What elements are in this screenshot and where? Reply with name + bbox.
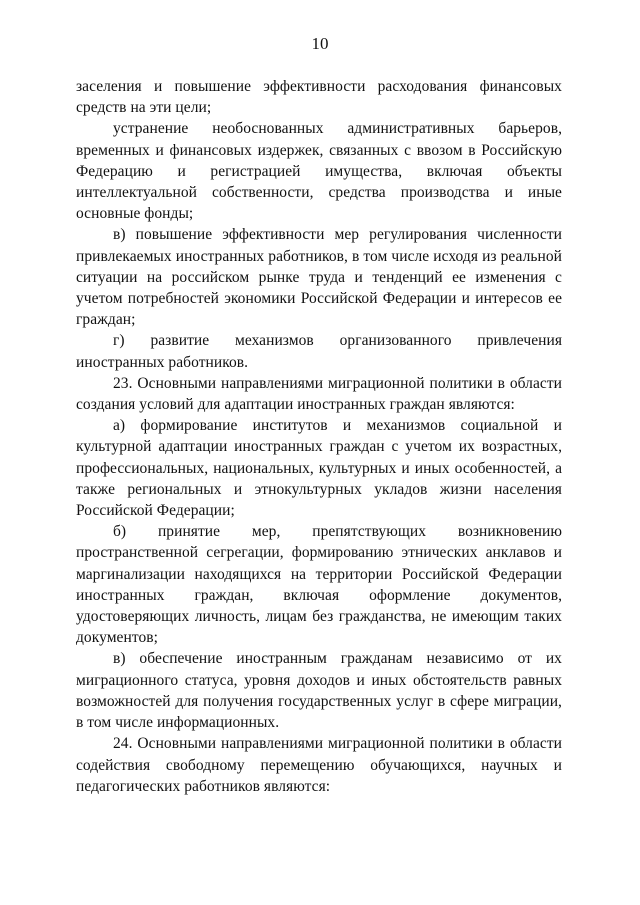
- page-number: 10: [311, 34, 329, 53]
- paragraph-item-a: а) формирование институтов и механизмов социальной и культурной адаптации иностранных граждан с учетом их возрастных, профессиональных, национальных, культурных и иных особенностей, а также региональных и этнокультурных укладов жизни населения Российской Федерации;: [76, 417, 562, 520]
- paragraph-item-b: б) принятие мер, препятствующих возникновению пространственной сегрегации, формированию этнических анклавов и маргинализации находящихся на территории Российской Федерации иностранных граждан, включая оформление документов, удостоверяющих личность, лицам без гражданства, не имеющим таких документов;: [76, 523, 562, 647]
- paragraph-item-v2: в) обеспечение иностранным гражданам независимо от их миграционного статуса, уровня доходов и иных обстоятельств равных возможностей для получения государственных услуг в сфере миграции, в том числе информационных.: [76, 650, 562, 732]
- paragraph-continuation: заселения и повышение эффективности расходования финансовых средств на эти цели;: [76, 78, 562, 117]
- paragraph-24: 24. Основными направлениями миграционной политики в области содействия свободному перемещению обучающихся, научных и педагогических работников являются:: [76, 735, 562, 795]
- document-body: [76, 76, 562, 797]
- paragraph-23: 23. Основными направлениями миграционной политики в области создания условий для адаптации иностранных граждан являются:: [76, 374, 562, 414]
- paragraph-item-v: в) повышение эффективности мер регулирования численности привлекаемых иностранных работников, в том числе исходя из реальной ситуации на российском рынке труда и тенденций ее изменения с учетом потребностей экономики Российской Федерации и интересов ее граждан;: [76, 226, 562, 329]
- paragraph-barriers: устранение необоснованных административных барьеров, временных и финансовых издержек, связанных с ввозом в Российскую Федерацию и регистрацией имущества, включая объекты интеллектуальной собственности, средства производства и иные основные фонды;: [76, 120, 562, 223]
- paragraph-item-g: г) развитие механизмов организованного привлечения иностранных работников.: [76, 332, 562, 371]
